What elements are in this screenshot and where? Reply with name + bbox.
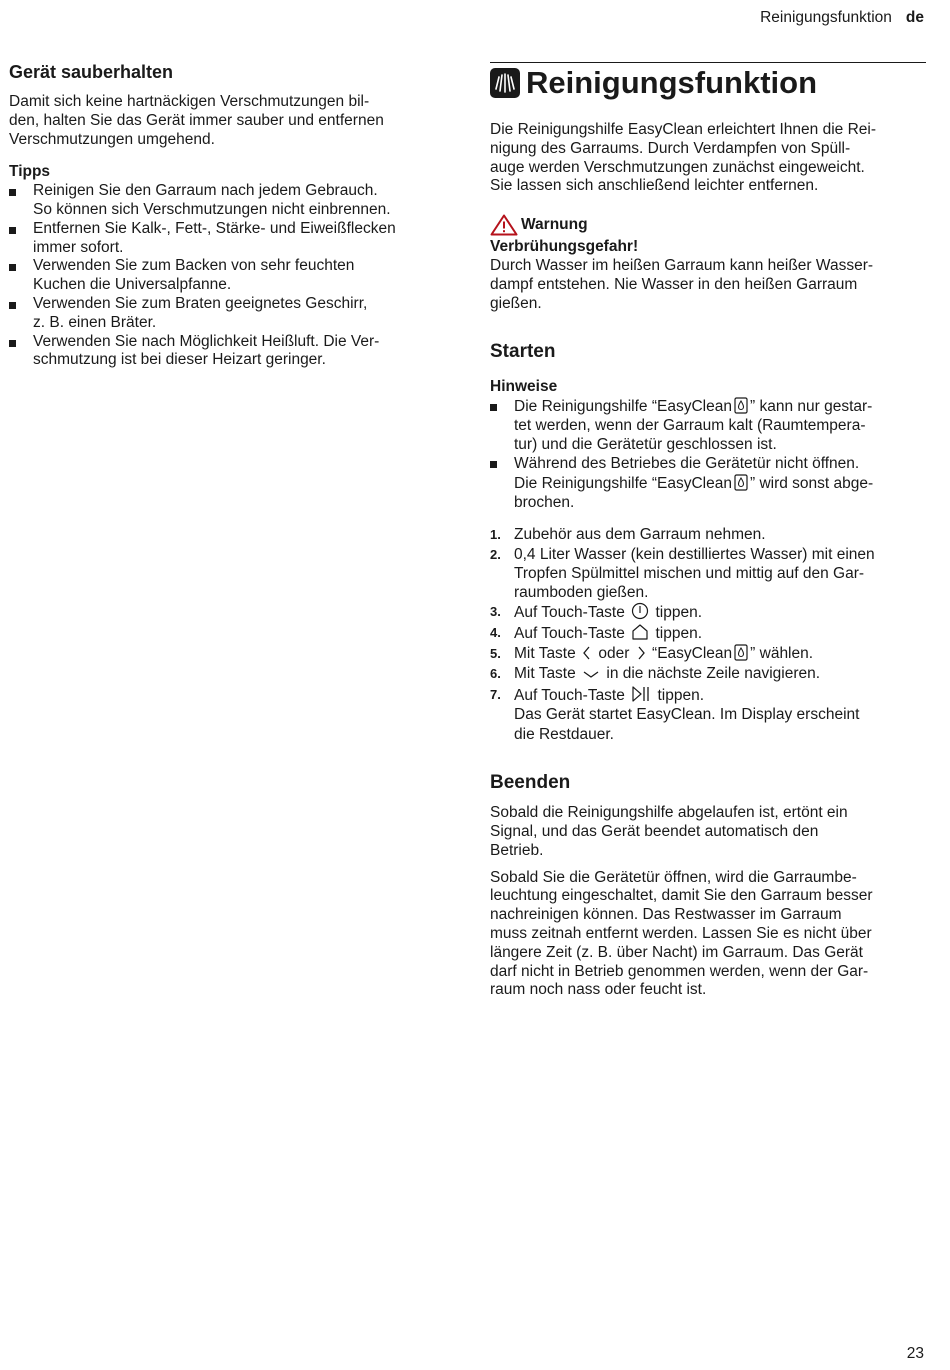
- section-title-end: Beenden: [490, 772, 571, 794]
- text-fragment: Auf Touch-Taste: [514, 686, 625, 704]
- tips-heading: Tipps: [9, 163, 51, 181]
- text-line: tet werden, wenn der Garraum kalt (Raumtempera-: [514, 417, 866, 435]
- chevron-down-icon: [582, 669, 600, 681]
- tips-list: [9, 182, 429, 370]
- bullet-icon: [9, 189, 16, 196]
- text-line: Tropfen Spülmittel mischen und mittig auf den Gar-: [514, 564, 865, 582]
- notes-list: [490, 397, 926, 513]
- chevron-left-icon: [582, 645, 592, 661]
- cleaning-intro: [490, 121, 926, 196]
- text-line: raumboden gießen.: [514, 583, 649, 601]
- text-line: gießen.: [490, 294, 542, 312]
- list-item: [9, 295, 429, 333]
- warning-text: [490, 257, 926, 313]
- text-line: Die Reinigungshilfe EasyClean erleichtert Ihnen die Rei-: [490, 121, 876, 138]
- text-line: Verwenden Sie zum Braten geeignetes Geschirr,: [33, 294, 368, 312]
- header-language: de: [905, 9, 924, 26]
- step-item: [490, 602, 926, 623]
- chapter-heading: [490, 65, 926, 101]
- end-paragraph-2: [490, 869, 926, 1001]
- text-line: Sobald Sie die Gerätetür öffnen, wird die Garraumbe-: [490, 868, 857, 886]
- warning-label: Warnung: [521, 216, 588, 234]
- text-fragment: “EasyClean: [652, 645, 733, 663]
- section-title-start: Starten: [490, 341, 556, 363]
- bullet-icon: [490, 404, 497, 411]
- step-number: 1.: [490, 526, 501, 542]
- text-line: Zubehör aus dem Garraum nehmen.: [514, 525, 766, 543]
- easyclean-icon: [734, 397, 748, 414]
- home-icon: [631, 623, 649, 641]
- text-fragment: Mit Taste: [514, 645, 576, 663]
- text-line: leuchtung eingeschaltet, damit Sie den Garraum besser: [490, 887, 873, 905]
- text-line: Signal, und das Gerät beendet automatisch den: [490, 822, 819, 840]
- text-fragment: tippen.: [657, 686, 705, 704]
- text-line: immer sofort.: [33, 238, 124, 256]
- step-item: [490, 545, 926, 602]
- bullet-icon: [9, 264, 16, 271]
- text-line: So können sich Verschmutzungen nicht einbrennen.: [33, 200, 391, 218]
- step-item: [490, 623, 926, 644]
- text-line: Das Gerät startet EasyClean. Im Display erscheint: [514, 706, 860, 724]
- text-line: auge werden Verschmutzungen zunächst eingeweicht.: [490, 158, 865, 176]
- care-intro: [9, 93, 429, 149]
- text-line: tur) und die Gerätetür geschlossen ist.: [514, 436, 777, 454]
- text-line: Verwenden Sie nach Möglichkeit Heißluft. Die Ver-: [33, 332, 380, 350]
- step-item: [490, 664, 926, 684]
- chapter-rule: [490, 62, 926, 63]
- text-line: muss zeitnah entfernt werden. Lassen Sie es nicht über: [490, 924, 872, 942]
- step-number: 2.: [490, 546, 501, 562]
- start-steps: [490, 525, 926, 745]
- page-header: [760, 9, 924, 27]
- left-column: [9, 62, 429, 370]
- text-line: brochen.: [514, 494, 575, 512]
- text-line: darf nicht in Betrieb genommen werden, wenn der Gar-: [490, 962, 869, 980]
- text-line: nachreinigen können. Das Restwasser im Garraum: [490, 906, 842, 924]
- header-section: Reinigungsfunktion: [760, 9, 892, 26]
- step-number: 3.: [490, 603, 501, 619]
- text-line: Sie lassen sich anschließend leichter entfernen.: [490, 177, 819, 195]
- text-line: Durch Wasser im heißen Garraum kann heißer Wasser-: [490, 256, 874, 274]
- step-number: 5.: [490, 646, 501, 662]
- bullet-icon: [9, 340, 16, 347]
- warning-heading: [490, 214, 926, 236]
- bullet-icon: [9, 302, 16, 309]
- list-item: [9, 333, 429, 371]
- bullet-icon: [490, 461, 497, 468]
- text-line: längere Zeit (z. B. über Nacht) im Garraum. Das Gerät: [490, 943, 863, 961]
- power-icon: [631, 602, 649, 620]
- shower-icon: [490, 68, 520, 98]
- text-fragment: ” wählen.: [750, 645, 814, 663]
- warning-title: Verbrühungsgefahr!: [490, 238, 639, 256]
- step-number: 4.: [490, 625, 501, 641]
- page-number: 23: [906, 1345, 924, 1362]
- step-number: 7.: [490, 686, 501, 702]
- warning-triangle-icon: [490, 214, 518, 236]
- text-line: z. B. einen Bräter.: [33, 313, 157, 331]
- chevron-right-icon: [636, 645, 646, 661]
- text-line: nigung des Garraums. Durch Verdampfen von Spüll-: [490, 139, 851, 157]
- text-fragment: Auf Touch-Taste: [514, 603, 625, 621]
- text-fragment: in die nächste Zeile navigieren.: [606, 665, 821, 683]
- text-line: raum noch nass oder feucht ist.: [490, 981, 707, 999]
- text-line: Während des Betriebes die Gerätetür nicht öffnen.: [514, 455, 860, 473]
- text-fragment: Die Reinigungshilfe “EasyClean: [514, 474, 732, 492]
- list-item: [490, 454, 926, 513]
- text-fragment: tippen.: [655, 603, 703, 621]
- text-line: Entfernen Sie Kalk-, Fett-, Stärke- und Eiweißflecken: [33, 219, 396, 237]
- list-item: [490, 397, 926, 454]
- play-pause-icon: [631, 685, 651, 703]
- step-number: 6.: [490, 666, 501, 682]
- bullet-icon: [9, 227, 16, 234]
- list-item: [9, 220, 429, 258]
- right-column: [490, 62, 926, 1000]
- step-item: [490, 685, 926, 745]
- text-fragment: oder: [598, 645, 630, 663]
- text-fragment: Mit Taste: [514, 665, 576, 683]
- text-fragment: ” wird sonst abge-: [749, 474, 874, 492]
- text-line: die Restdauer.: [514, 725, 614, 743]
- text-line: dampf entstehen. Nie Wasser in den heißen Garraum: [490, 275, 858, 293]
- text-fragment: tippen.: [655, 625, 703, 643]
- text-line: Kuchen die Universalpfanne.: [33, 276, 232, 294]
- text-line: Sobald die Reinigungshilfe abgelaufen ist, ertönt ein: [490, 804, 848, 822]
- text-line: Verschmutzungen umgehend.: [9, 130, 215, 148]
- step-item: [490, 644, 926, 664]
- text-fragment: Die Reinigungshilfe “EasyClean: [514, 398, 732, 416]
- text-line: Verwenden Sie zum Backen von sehr feuchten: [33, 257, 355, 275]
- text-line: schmutzung ist bei dieser Heizart geringer.: [33, 351, 326, 369]
- step-item: [490, 525, 926, 545]
- text-fragment: Auf Touch-Taste: [514, 625, 625, 643]
- easyclean-icon: [734, 474, 748, 491]
- text-line: 0,4 Liter Wasser (kein destilliertes Wasser) mit einen: [514, 545, 875, 563]
- text-line: den, halten Sie das Gerät immer sauber und entfernen: [9, 111, 384, 129]
- text-fragment: ” kann nur gestar-: [749, 398, 873, 416]
- list-item: [9, 182, 429, 220]
- text-line: Damit sich keine hartnäckigen Verschmutzungen bil-: [9, 93, 370, 110]
- list-item: [9, 257, 429, 295]
- section-title-care: Gerät sauberhalten: [9, 62, 174, 82]
- text-line: Reinigen Sie den Garraum nach jedem Gebrauch.: [33, 182, 378, 200]
- notes-heading: Hinweise: [490, 378, 558, 396]
- chapter-title: Reinigungsfunktion: [526, 65, 818, 100]
- end-paragraph-1: [490, 804, 926, 860]
- text-line: Betrieb.: [490, 841, 544, 859]
- easyclean-icon: [734, 644, 748, 661]
